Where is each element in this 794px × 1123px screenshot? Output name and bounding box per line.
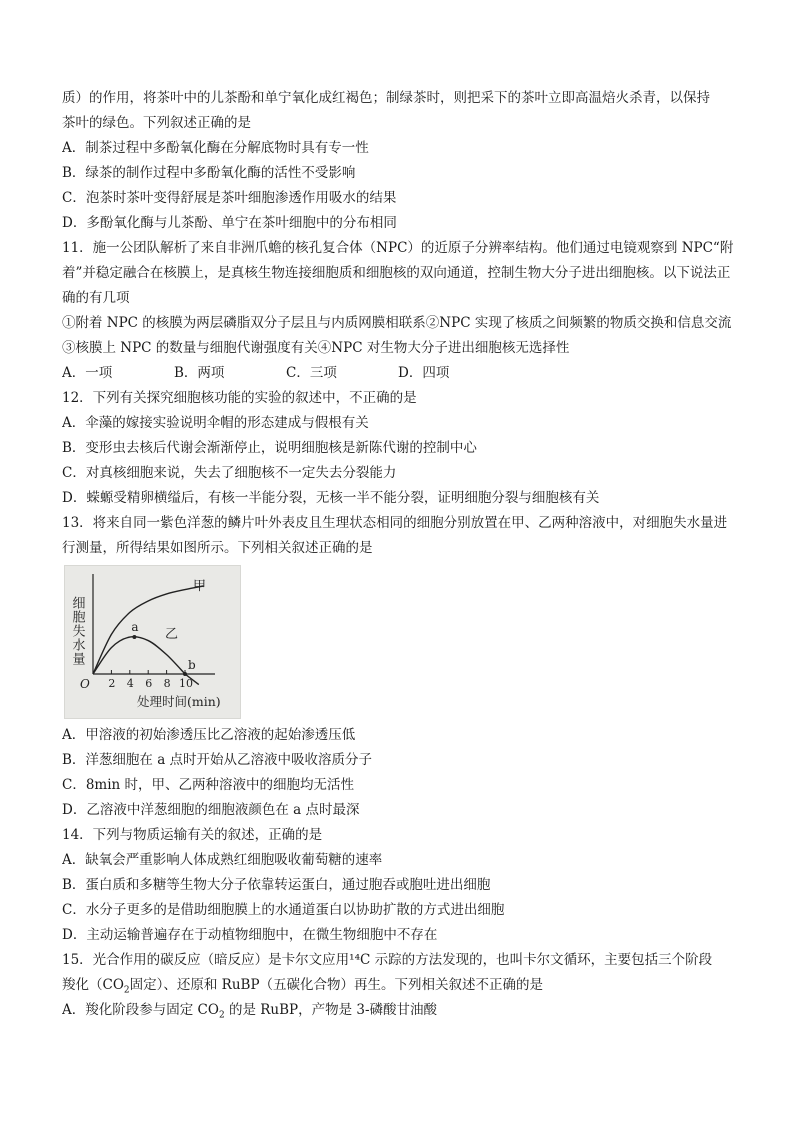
- q11-stem: 11．施一公团队解析了来自非洲爪蟾的核孔复合体（NPC）的近原子分辨率结构。他们通过电镜观察到 NPC“附着”并稳定融合在核膜上，是真核生物连接细胞质和细胞核的双向通道，控制生物大分子进出细胞核。以下说法正确的有几项: [62, 240, 734, 306]
- q15-option-a-part1: A．羧化阶段参与固定 CO: [62, 1002, 219, 1018]
- point-b-label: b: [188, 658, 196, 672]
- q14-option-b[interactable]: B．蛋白质和多糖等生物大分子依靠转运蛋白，通过胞吞或胞吐进出细胞: [62, 877, 491, 893]
- x-tick-label: 6: [145, 677, 153, 690]
- x-tick-label: 10: [179, 677, 193, 690]
- q10-option-a[interactable]: A．制茶过程中多酚氧化酶在分解底物时具有专一性: [62, 140, 369, 156]
- y-axis-label: 细胞失水量: [69, 596, 85, 666]
- q12-option-b[interactable]: B．变形虫去核后代谢会渐渐停止，说明细胞核是新陈代谢的控制中心: [62, 440, 477, 456]
- q13-water-loss-chart: [64, 565, 241, 719]
- q14-option-a[interactable]: A．缺氧会严重影响人体成熟红细胞吸收葡萄糖的速率: [62, 852, 383, 868]
- q13-stem: 13．将来自同一紫色洋葱的鳞片叶外表皮且生理状态相同的细胞分别放置在甲、乙两种溶液中，对细胞失水量进行测量，所得结果如图所示。下列相关叙述正确的是: [62, 515, 728, 556]
- q13-option-a[interactable]: A．甲溶液的初始渗透压比乙溶液的起始渗透压低: [62, 727, 356, 743]
- q15-stem-line2-sub: 2: [123, 985, 130, 996]
- point-a-marker: [132, 635, 136, 639]
- q11-statements: ①附着 NPC 的核膜为两层磷脂双分子层且与内质网膜相联系②NPC 实现了核质之间频繁的物质交换和信息交流③核膜上 NPC 的数量与细胞代谢强度有关④NPC 对生物大分子进出细胞核无选择性: [62, 315, 732, 356]
- q15-option-a-sub: 2: [218, 1010, 225, 1021]
- q11-option-b[interactable]: B．两项: [174, 365, 225, 381]
- point-a-label: a: [131, 620, 139, 635]
- q15-stem-line2: [62, 973, 734, 998]
- q12-stem: 12．下列有关探究细胞核功能的实验的叙述中，不正确的是: [62, 390, 417, 406]
- q11-option-d[interactable]: D．四项: [398, 365, 450, 381]
- q14-option-d[interactable]: D．主动运输普遍存在于动植物细胞中，在微生物细胞中不存在: [62, 927, 438, 943]
- q10-option-d[interactable]: D．多酚氧化酶与儿茶酚、单宁在茶叶细胞中的分布相同: [62, 215, 397, 231]
- q12-option-c[interactable]: C．对真核细胞来说，失去了细胞核不一定失去分裂能力: [62, 465, 397, 481]
- x-tick-label: 4: [126, 677, 134, 690]
- q15-option-a[interactable]: [62, 998, 734, 1023]
- q10-stem-line2: 茶叶的绿色。下列叙述正确的是: [62, 115, 251, 131]
- q10-stem-line1: 质）的作用，将茶叶中的儿茶酚和单宁氧化成红褐色；制绿茶时，则把采下的茶叶立即高温焙火杀青，以保持: [62, 90, 710, 106]
- exam-page: [62, 86, 734, 1023]
- q15-stem-line1: 15．光合作用的碳反应（暗反应）是卡尔文应用¹⁴C 示踪的方法发现的，也叫卡尔文循环，主要包括三个阶段: [62, 952, 713, 968]
- origin-label: O: [80, 677, 90, 691]
- x-tick-label: 2: [108, 677, 116, 690]
- q14-option-c[interactable]: C．水分子更多的是借助细胞膜上的水通道蛋白以协助扩散的方式进出细胞: [62, 902, 505, 918]
- q14-stem: 14．下列与物质运输有关的叙述，正确的是: [62, 827, 323, 843]
- x-tick-label: 8: [163, 677, 171, 690]
- q13-option-d[interactable]: D．乙溶液中洋葱细胞的细胞液颜色在 a 点时最深: [62, 802, 360, 818]
- q15-stem-line2-a: 羧化（CO: [62, 977, 124, 993]
- q15-stem-line2-b: 固定）、还原和 RuBP（五碳化合物）再生。下列相关叙述不正确的是: [129, 977, 544, 993]
- curve-jia: [93, 586, 203, 674]
- q12-option-d[interactable]: D．蝾螈受精卵横缢后，有核一半能分裂，无核一半不能分裂，证明细胞分裂与细胞核有关: [62, 490, 600, 506]
- q12-option-a[interactable]: A．伞藻的嫁接实验说明伞帽的形态建成与假根有关: [62, 415, 369, 431]
- x-ticks: [108, 670, 193, 690]
- q15-option-a-part2: 的是 RuBP，产物是 3-磷酸甘油酸: [224, 1002, 438, 1018]
- q13-option-b[interactable]: B．洋葱细胞在 a 点时开始从乙溶液中吸收溶质分子: [62, 752, 373, 768]
- q13-chart-svg: [65, 566, 240, 718]
- q11-option-c[interactable]: C．三项: [286, 365, 337, 381]
- curve-yi-label: 乙: [165, 627, 179, 642]
- point-b-marker: [183, 672, 187, 676]
- q11-option-a[interactable]: A．一项: [62, 365, 113, 381]
- q10-option-b[interactable]: B．绿茶的制作过程中多酚氧化酶的活性不受影响: [62, 165, 356, 181]
- x-axis-label: 处理时间(min): [137, 694, 221, 709]
- curve-jia-label: 甲: [193, 579, 207, 594]
- q11-options: [62, 361, 734, 386]
- q10-option-c[interactable]: C．泡茶时茶叶变得舒展是茶叶细胞渗透作用吸水的结果: [62, 190, 397, 206]
- q13-option-c[interactable]: C．8min 时，甲、乙两种溶液中的细胞均无活性: [62, 777, 355, 793]
